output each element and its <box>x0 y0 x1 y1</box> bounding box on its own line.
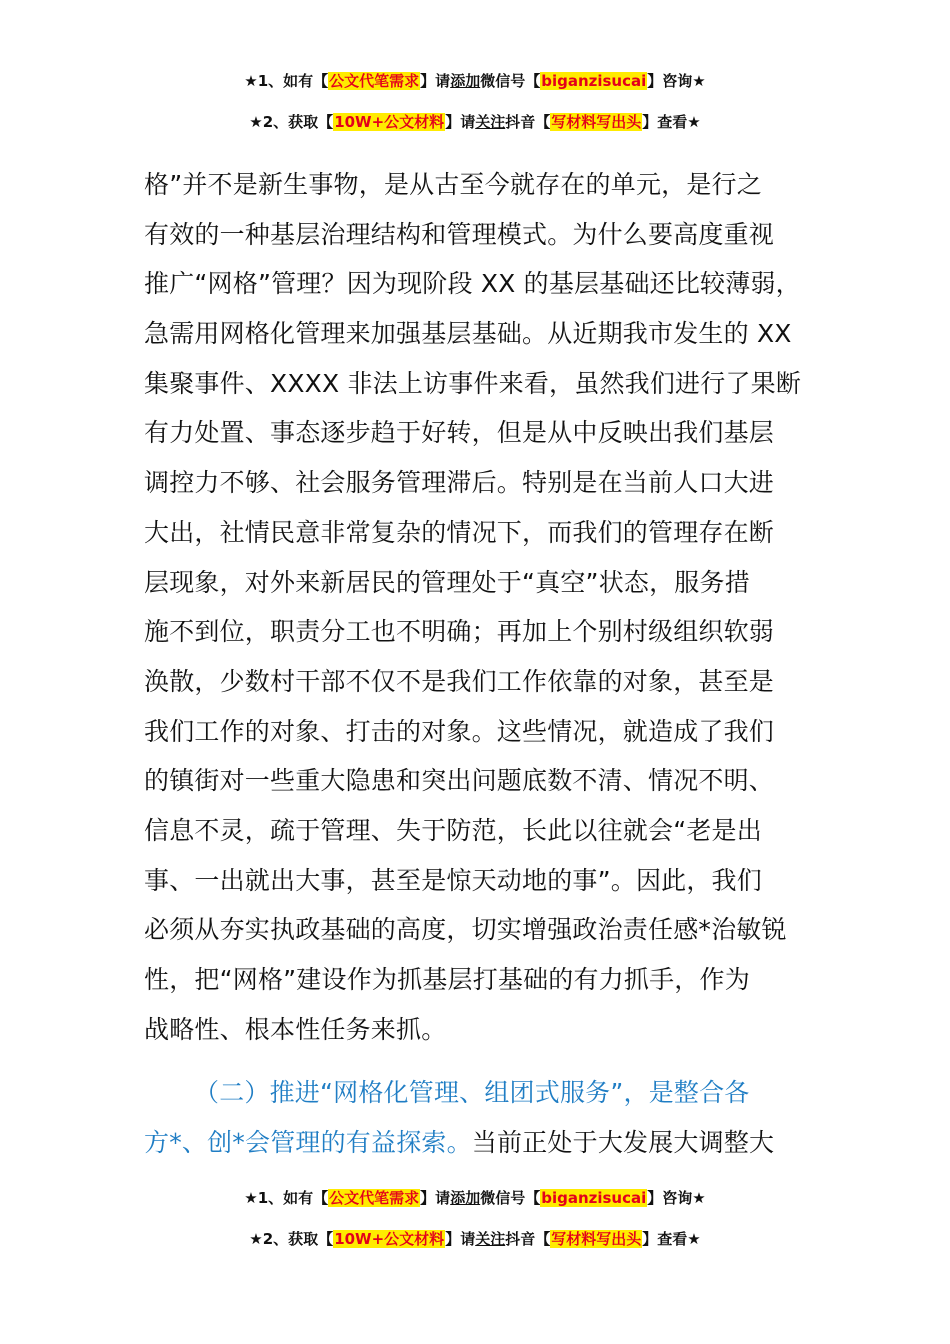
promo-text: 】咨询★ <box>647 1189 706 1207</box>
promo-douyin-id: 写材料写出头 <box>551 1230 642 1248</box>
footer-promo-line-1 <box>0 1187 950 1209</box>
body-line: 施不到位，职责分工也不明确；再加上个别村级组织软弱 <box>144 617 775 647</box>
document-body <box>144 160 834 1168</box>
promo-underline: 关注 <box>475 1230 506 1248</box>
promo-text: 抖音【 <box>505 1230 551 1248</box>
promo-highlight: 公文代笔需求 <box>329 72 420 90</box>
promo-text: ★1、如有【 <box>244 72 329 90</box>
header-promo-line-1 <box>0 70 950 92</box>
promo-text: 】请 <box>420 1189 451 1207</box>
section-continuation: 当前正处于大发展大调整大 <box>471 1128 775 1158</box>
body-line: 事、一出就出大事，甚至是惊天动地的事”。因此，我们 <box>144 865 762 895</box>
promo-highlight: 公文代笔需求 <box>329 1189 420 1207</box>
body-line: 的镇街对一些重大隐患和突出问题底数不清、情况不明、 <box>144 766 775 796</box>
header-promo-line-2 <box>0 111 950 133</box>
footer-promo-line-2 <box>0 1228 950 1250</box>
promo-text: 】请 <box>445 1230 476 1248</box>
promo-text: 微信号【 <box>480 72 541 90</box>
promo-wechat-id: biganzisucai <box>541 72 647 90</box>
body-line: 性，把“网格”建设作为抓基层打基础的有力抓手，作为 <box>144 965 750 994</box>
promo-text: ★2、获取【 <box>249 113 334 131</box>
section-heading-tail: 方*、创*会管理的有益探索。 <box>144 1128 472 1158</box>
promo-douyin-id: 写材料写出头 <box>551 113 642 131</box>
body-line: 格”并不是新生事物，是从古至今就存在的单元，是行之 <box>144 170 762 199</box>
promo-underline: 添加 <box>450 1189 481 1207</box>
promo-wechat-id: biganzisucai <box>541 1189 647 1207</box>
body-line: 信息不灵，疏于管理、失于防范，长此以往就会“老是出 <box>144 815 762 845</box>
promo-text: 】查看★ <box>642 113 701 131</box>
body-line: 有效的一种基层治理结构和管理模式。为什么要高度重视 <box>144 219 775 249</box>
section-heading-continued <box>144 1118 834 1168</box>
promo-text: 】查看★ <box>642 1230 701 1248</box>
body-line: 集聚事件、XXXX 非法上访事件来看，虽然我们进行了果断 <box>144 368 802 398</box>
body-line: 调控力不够、社会服务管理滞后。特别是在当前人口大进 <box>144 468 775 498</box>
promo-text: 微信号【 <box>480 1189 541 1207</box>
promo-text: ★2、获取【 <box>249 1230 334 1248</box>
body-line: 有力处置、事态逐步趋于好转，但是从中反映出我们基层 <box>144 418 775 448</box>
promo-text: 抖音【 <box>505 113 551 131</box>
section-heading: （二）推进“网格化管理、组团式服务”，是整合各 <box>194 1078 750 1108</box>
promo-underline: 关注 <box>475 113 506 131</box>
body-line: 我们工作的对象、打击的对象。这些情况，就造成了我们 <box>144 716 775 746</box>
body-line: 大出，社情民意非常复杂的情况下，而我们的管理存在断 <box>144 517 775 547</box>
body-line: 急需用网格化管理来加强基层基础。从近期我市发生的 XX <box>144 319 792 349</box>
body-line: 战略性、根本性任务来抓。 <box>144 1014 447 1044</box>
promo-highlight: 10W+公文材料 <box>334 113 445 131</box>
promo-text: 】请 <box>445 113 476 131</box>
promo-underline: 添加 <box>450 72 481 90</box>
body-line: 涣散，少数村干部不仅不是我们工作依靠的对象，甚至是 <box>144 666 775 696</box>
promo-text: ★1、如有【 <box>244 1189 329 1207</box>
body-line: 必须从夯实执政基础的高度，切实增强政治责任感*治敏锐 <box>144 915 787 945</box>
body-line: 推广“网格”管理？因为现阶段 XX 的基层基础还比较薄弱， <box>144 269 801 299</box>
body-line: 层现象，对外来新居民的管理处于“真空”状态，服务措 <box>144 567 750 597</box>
promo-text: 】请 <box>420 72 451 90</box>
promo-highlight: 10W+公文材料 <box>334 1230 445 1248</box>
promo-text: 】咨询★ <box>647 72 706 90</box>
